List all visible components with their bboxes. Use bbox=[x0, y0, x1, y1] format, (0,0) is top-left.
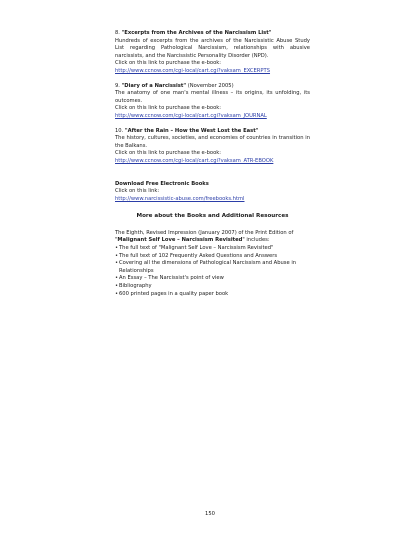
purchase-instruction: Click on this link to purchase the e-book: bbox=[115, 105, 221, 112]
book-description: The anatomy of one man's mental illness – its origins, its unfolding, its outcomes. bbox=[115, 90, 310, 104]
list-item: • Covering all the dimensions of Pathological Narcissism and Abuse in Relationships bbox=[115, 260, 310, 275]
list-item: • An Essay – The Narcissist's point of view bbox=[115, 275, 310, 283]
book-number: 9. bbox=[115, 82, 120, 89]
intro-book-title: Malignant Self Love – Narcissism Revisited bbox=[117, 237, 243, 244]
book-title-line bbox=[115, 83, 310, 91]
book-entry-10 bbox=[115, 128, 310, 166]
list-item: • The full text of 102 Frequently Asked Questions and Answers bbox=[115, 253, 310, 261]
list-item: • Bibliography bbox=[115, 283, 310, 291]
download-heading: Download Free Electronic Books bbox=[115, 180, 209, 187]
book-title: "After the Rain – How the West Lost the East" bbox=[124, 127, 259, 134]
purchase-link-atr-ebook[interactable]: http://www.ccnow.com/cgi-local/cart.cgi?vaksam_ATR-EBOOK bbox=[115, 157, 274, 164]
book-date: (November 2005) bbox=[187, 82, 234, 89]
purchase-instruction: Click on this link to purchase the e-book: bbox=[115, 60, 221, 67]
intro-text-end: " includes: bbox=[242, 237, 270, 244]
purchase-link-excerpts[interactable]: http://www.ccnow.com/cgi-local/cart.cgi?vaksam_EXCERPTS bbox=[115, 67, 271, 74]
purchase-instruction: Click on this link to purchase the e-book: bbox=[115, 150, 221, 157]
book-number: 10. bbox=[115, 127, 124, 134]
contents-list bbox=[115, 245, 310, 298]
document-page bbox=[115, 30, 310, 298]
freebooks-link[interactable]: http://www.narcissistic-abuse.com/freebooks.html bbox=[115, 195, 245, 202]
print-edition-intro bbox=[115, 230, 310, 245]
book-entry-8 bbox=[115, 30, 310, 76]
intro-text-start: The Eighth, Revised Impression (January 2007) of the Print Edition of " bbox=[115, 229, 294, 244]
list-item: • 600 printed pages in a quality paper book bbox=[115, 291, 310, 299]
spacer bbox=[115, 173, 310, 181]
book-title: "Diary of a Narcissist" bbox=[121, 82, 187, 89]
book-description: The history, cultures, societies, and economies of countries in transition in the Balkans. bbox=[115, 135, 310, 149]
book-title: "Excerpts from the Archives of the Narcissism List" bbox=[121, 30, 272, 36]
purchase-link-journal[interactable]: http://www.ccnow.com/cgi-local/cart.cgi?vaksam_JOURNAL bbox=[115, 112, 267, 119]
download-section bbox=[115, 181, 310, 204]
section-heading: More about the Books and Additional Resources bbox=[136, 213, 289, 220]
book-number: 8. bbox=[115, 30, 120, 36]
book-description: Hundreds of excerpts from the archives of the Narcissistic Abuse Study List regarding Pathological Narcissism, relationships with abusive narcissists, and the Narcissistic Personality Disorder (NPD). bbox=[115, 37, 310, 59]
book-title-line bbox=[115, 128, 310, 136]
download-instruction: Click on this link: bbox=[115, 188, 160, 195]
page-number: 150 bbox=[205, 511, 215, 517]
book-entry-9 bbox=[115, 83, 310, 121]
book-title-line bbox=[115, 30, 310, 38]
list-item: • The full text of "Malignant Self Love – Narcissism Revisited" bbox=[115, 245, 310, 253]
